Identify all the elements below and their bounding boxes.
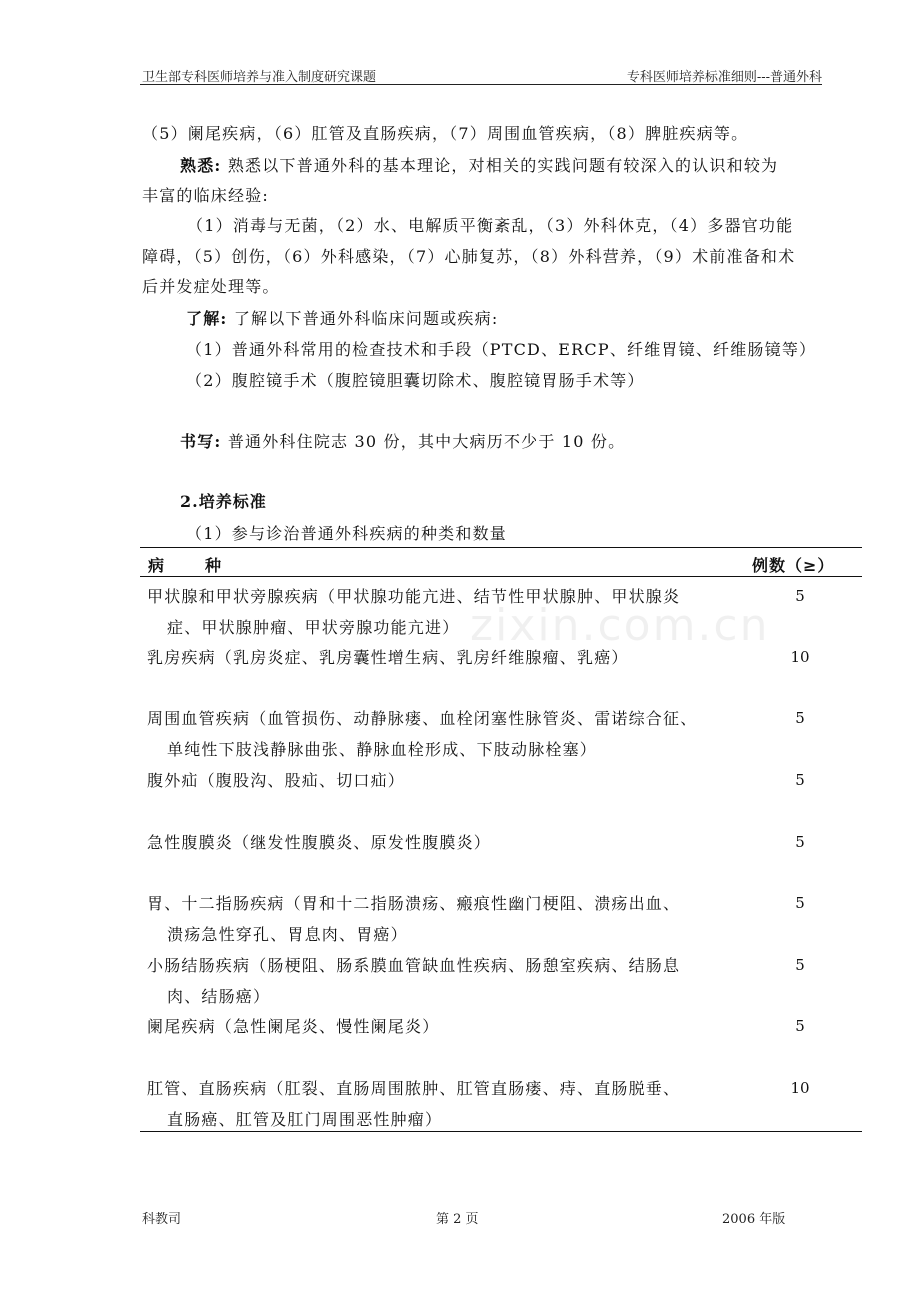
disease-cell <box>147 703 737 765</box>
table-bottom-rule <box>140 1131 862 1132</box>
paragraph-line: （2）腹腔镜手术（腹腔镜胆囊切除术、腹腔镜胃肠手术等） <box>186 371 645 390</box>
paragraph-line: （1）消毒与无菌，（2）水、电解质平衡紊乱，（3）外科休克，（4）多器官功能 <box>187 216 794 235</box>
paragraph-line: （1）普通外科常用的检查技术和手段（PTCD、ERCP、纤维胃镜、纤维肠镜等） <box>186 340 817 359</box>
disease-line: 甲状腺和甲状旁腺疾病（甲状腺功能亢进、结节性甲状腺肿、甲状腺炎 <box>147 587 681 606</box>
section-title: 2.培养标准 <box>180 492 267 511</box>
count-cell: 5 <box>795 1017 805 1035</box>
table-caption: （1）参与诊治普通外科疾病的种类和数量 <box>186 524 507 543</box>
disease-line: 胃、十二指肠疾病（胃和十二指肠溃疡、瘢痕性幽门梗阻、溃疡出血、 <box>147 894 681 913</box>
count-cell: 5 <box>795 587 805 605</box>
disease-cell <box>147 888 737 950</box>
disease-cell <box>147 827 737 858</box>
footer-edition: 2006 年版 <box>722 1212 786 1227</box>
count-cell: 10 <box>790 1079 810 1097</box>
paragraph-line: 障碍，（5）创伤，（6）外科感染，（7）心肺复苏，（8）外科营养，（9）术前准备和术 <box>142 247 796 266</box>
familiar-text: 熟悉以下普通外科的基本理论，对相关的实践问题有较深入的认识和较为 <box>227 156 779 175</box>
disease-line-continued: 直肠癌、肛管及肛门周围恶性肿瘤） <box>167 1110 443 1129</box>
page-header <box>140 62 822 85</box>
paragraph-line: （5）阑尾疾病，（6）肛管及直肠疾病，（7）周围血管疾病，（8）脾脏疾病等。 <box>142 124 749 143</box>
disease-line: 腹外疝（腹股沟、股疝、切口疝） <box>147 771 406 790</box>
understand-label: 了解: <box>186 309 228 328</box>
understand-paragraph <box>186 306 498 329</box>
count-cell: 5 <box>795 894 805 912</box>
column-header-disease <box>148 553 222 576</box>
count-cell: 5 <box>795 771 805 789</box>
familiar-paragraph <box>180 153 778 176</box>
count-cell: 5 <box>795 709 805 727</box>
familiar-label: 熟悉: <box>180 156 222 175</box>
disease-line-continued: 溃疡急性穿孔、胃息肉、胃癌） <box>167 925 408 944</box>
disease-cell <box>147 1073 737 1135</box>
count-cell: 5 <box>795 833 805 851</box>
disease-cell <box>147 1011 737 1042</box>
disease-cell <box>147 581 737 643</box>
header-right-text: 专科医师培养标准细则---普通外科 <box>626 70 822 85</box>
writing-label: 书写: <box>180 432 222 451</box>
disease-cell <box>147 642 737 673</box>
disease-line: 阑尾疾病（急性阑尾炎、慢性阑尾炎） <box>147 1017 440 1036</box>
footer-page-number: 第 2 页 <box>436 1212 479 1227</box>
count-cell: 10 <box>790 648 810 666</box>
disease-cell <box>147 950 737 1012</box>
paragraph-line: 丰富的临床经验: <box>142 186 269 205</box>
count-cell: 5 <box>795 956 805 974</box>
column-header-disease-b: 种 <box>205 556 223 575</box>
disease-line: 乳房疾病（乳房炎症、乳房囊性增生病、乳房纤维腺瘤、乳癌） <box>147 648 629 667</box>
disease-line-continued: 肉、结肠癌） <box>167 987 271 1006</box>
disease-line-continued: 单纯性下肢浅静脉曲张、静脉血栓形成、下肢动脉栓塞） <box>167 740 598 759</box>
disease-cell <box>147 765 737 796</box>
column-header-disease-a: 病 <box>148 556 166 575</box>
paragraph-line: 后并发症处理等。 <box>142 277 280 296</box>
writing-paragraph <box>180 429 625 452</box>
writing-text: 普通外科住院志 30 份，其中大病历不少于 10 份。 <box>227 432 626 451</box>
table-header <box>140 547 862 577</box>
header-left-text: 卫生部专科医师培养与准入制度研究课题 <box>142 70 377 85</box>
disease-line-continued: 症、甲状腺肿瘤、甲状旁腺功能亢进） <box>167 618 460 637</box>
disease-line: 小肠结肠疾病（肠梗阻、肠系膜血管缺血性疾病、肠憩室疾病、结肠息 <box>147 956 681 975</box>
disease-line: 周围血管疾病（血管损伤、动静脉瘘、血栓闭塞性脉管炎、雷诺综合征、 <box>147 709 698 728</box>
disease-line: 肛管、直肠疾病（肛裂、直肠周围脓肿、肛管直肠瘘、痔、直肠脱垂、 <box>147 1079 681 1098</box>
watermark: zixin.com.cn <box>470 600 770 651</box>
footer-left-text: 科教司 <box>142 1212 182 1227</box>
disease-line: 急性腹膜炎（继发性腹膜炎、原发性腹膜炎） <box>147 833 492 852</box>
column-header-count: 例数（≥） <box>752 556 835 575</box>
understand-text: 了解以下普通外科临床问题或疾病: <box>233 309 499 328</box>
